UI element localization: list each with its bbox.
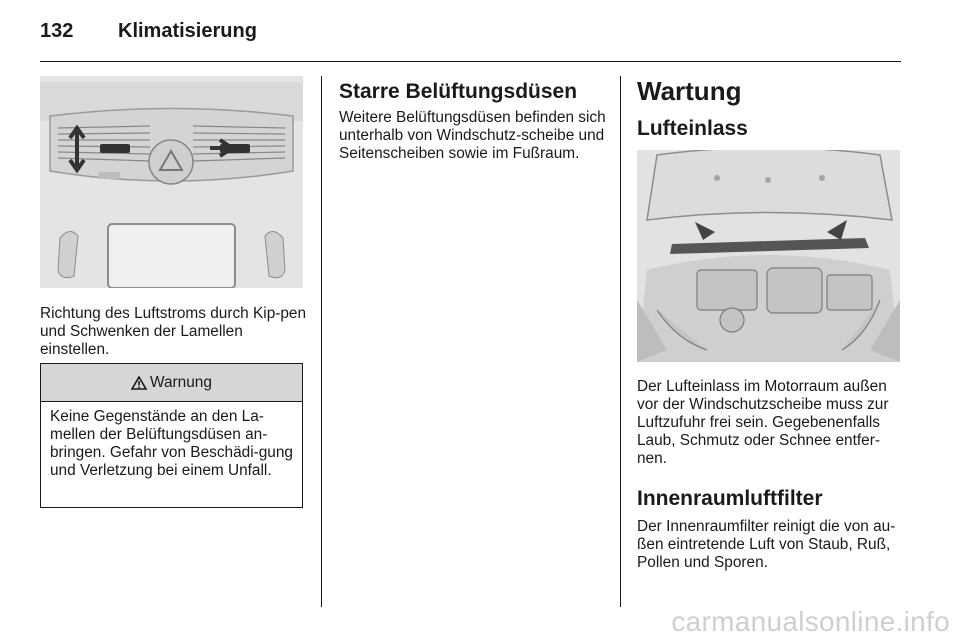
warning-triangle-icon <box>131 376 147 390</box>
heading-starre-belueftungsduesen: Starre Belüftungsdüsen <box>339 80 578 103</box>
warning-body: Keine Gegenstände an den La-mellen der Belüftungsdüsen an-bringen. Gefahr von Beschädi-gung und Verletzung bei einem Unfall. <box>50 408 293 479</box>
heading-wartung: Wartung <box>637 76 742 106</box>
vents-caption: Richtung des Luftstroms durch Kip-pen und Schwenken der Lamellen einstellen. <box>40 305 307 358</box>
page-number: 132 <box>40 20 74 42</box>
heading-innenraumluftfilter: Innenraumluftfilter <box>637 487 823 510</box>
air-vents-illustration <box>40 76 303 288</box>
chapter-title: Klimatisierung <box>118 20 257 42</box>
warning-header <box>41 364 302 402</box>
lufteinlass-text: Der Lufteinlass im Motorraum außen vor der Windschutzscheibe muss zur Luftzufuhr frei sein. Gegebenenfalls Laub, Schmutz oder Schnee entfer-nen. <box>637 378 889 467</box>
warning-title: Warnung <box>150 373 212 391</box>
innenraumluftfilter-text: Der Innenraumfilter reinigt die von au-ßen eintretende Luft von Staub, Ruß, Pollen und Sporen. <box>637 518 896 571</box>
engine-bay-illustration <box>637 150 900 362</box>
starre-text: Weitere Belüftungsdüsen befinden sich unterhalb von Windschutz-scheibe und Seitenscheiben sowie im Fußraum. <box>339 109 606 162</box>
column-divider-2 <box>620 76 621 607</box>
watermark: carmanualsonline.info <box>671 606 950 637</box>
header-rule <box>40 61 901 62</box>
warning-box <box>40 363 303 508</box>
column-divider-1 <box>321 76 322 607</box>
heading-lufteinlass: Lufteinlass <box>637 117 748 140</box>
